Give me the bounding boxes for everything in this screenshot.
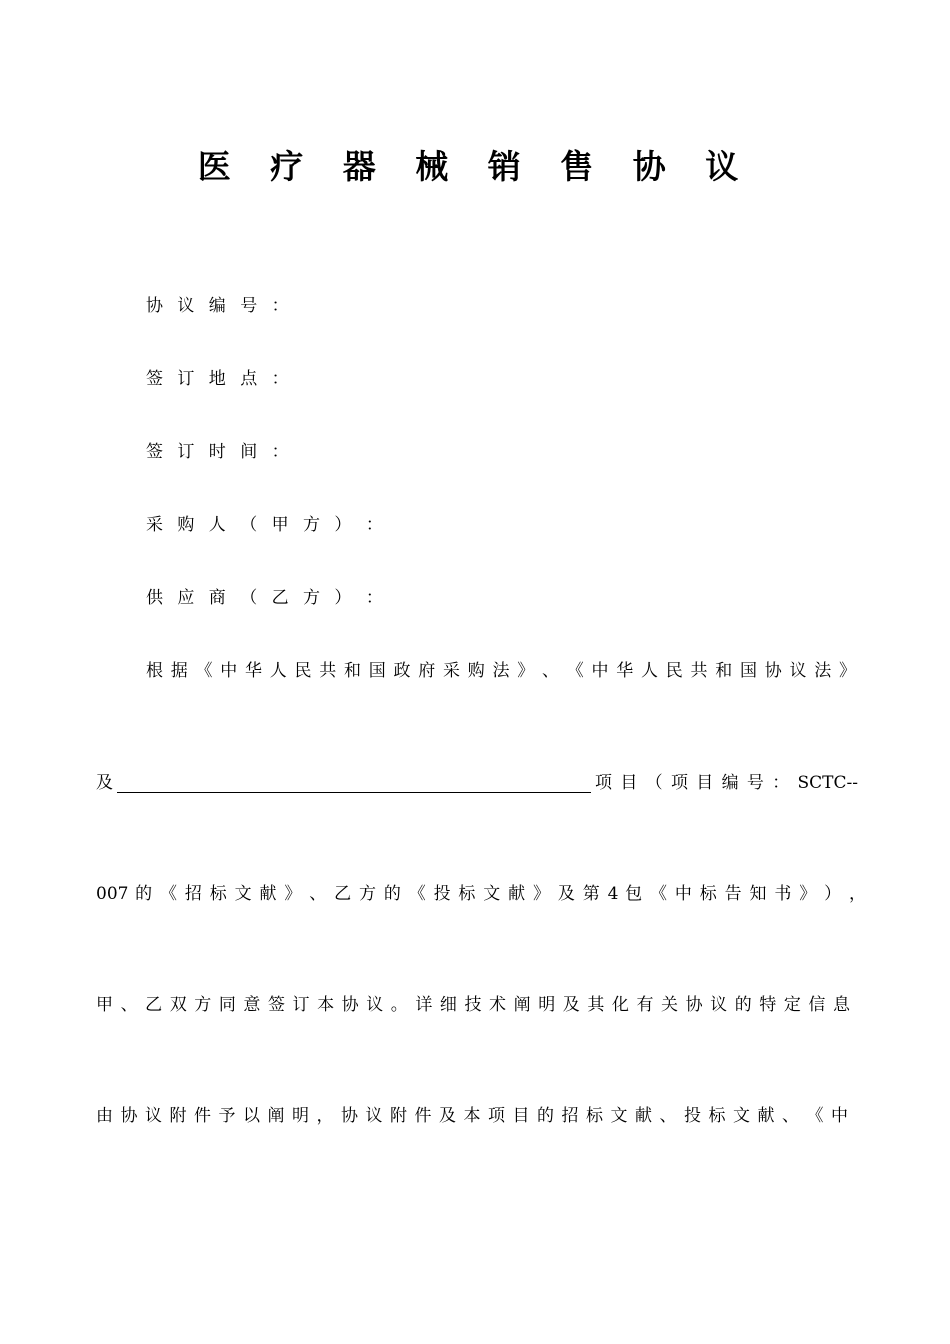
body-line-4: 甲 、 乙 双 方 同 意 签 订 本 协 议 。 详 细 技 术 阐 明 及 其 化 有 关 协 议 的 特 定 信 息 [96, 995, 850, 1015]
body-line-5: 由 协 议 附 件 予 以 阐 明 ， 协 议 附 件 及 本 项 目 的 招 标 文 献 、 投 标 文 献 、 《 中 [96, 1106, 848, 1126]
body-line-2-end: 项 目 （ 项 目 编 号 ： SCTC-- [595, 773, 858, 793]
body-line-2-start: 及 [96, 773, 113, 793]
sign-time-label: 签 订 时 间 ： [146, 442, 294, 462]
body-line-1: 根 据 《 中 华 人 民 共 和 国 政 府 采 购 法 》 、 《 中 华 人 民 共 和 国 协 议 法 》 [146, 661, 856, 681]
supplier-label: 供 应 商 （ 乙 方 ） ： [146, 588, 388, 608]
document-title: 医 疗 器 械 销 售 协 议 [197, 147, 753, 186]
project-name-blank [117, 774, 591, 793]
agreement-number-label: 协 议 编 号 ： [146, 296, 294, 316]
purchaser-label: 采 购 人 （ 甲 方 ） ： [146, 515, 388, 535]
body-line-2 [96, 771, 858, 795]
body-line-3: 007 的 《 招 标 文 献 》 、 乙 方 的 《 投 标 文 献 》 及 第 4 包 《 中 标 告 知 书 》 ） ， [96, 884, 866, 904]
sign-place-label: 签 订 地 点 ： [146, 369, 294, 389]
